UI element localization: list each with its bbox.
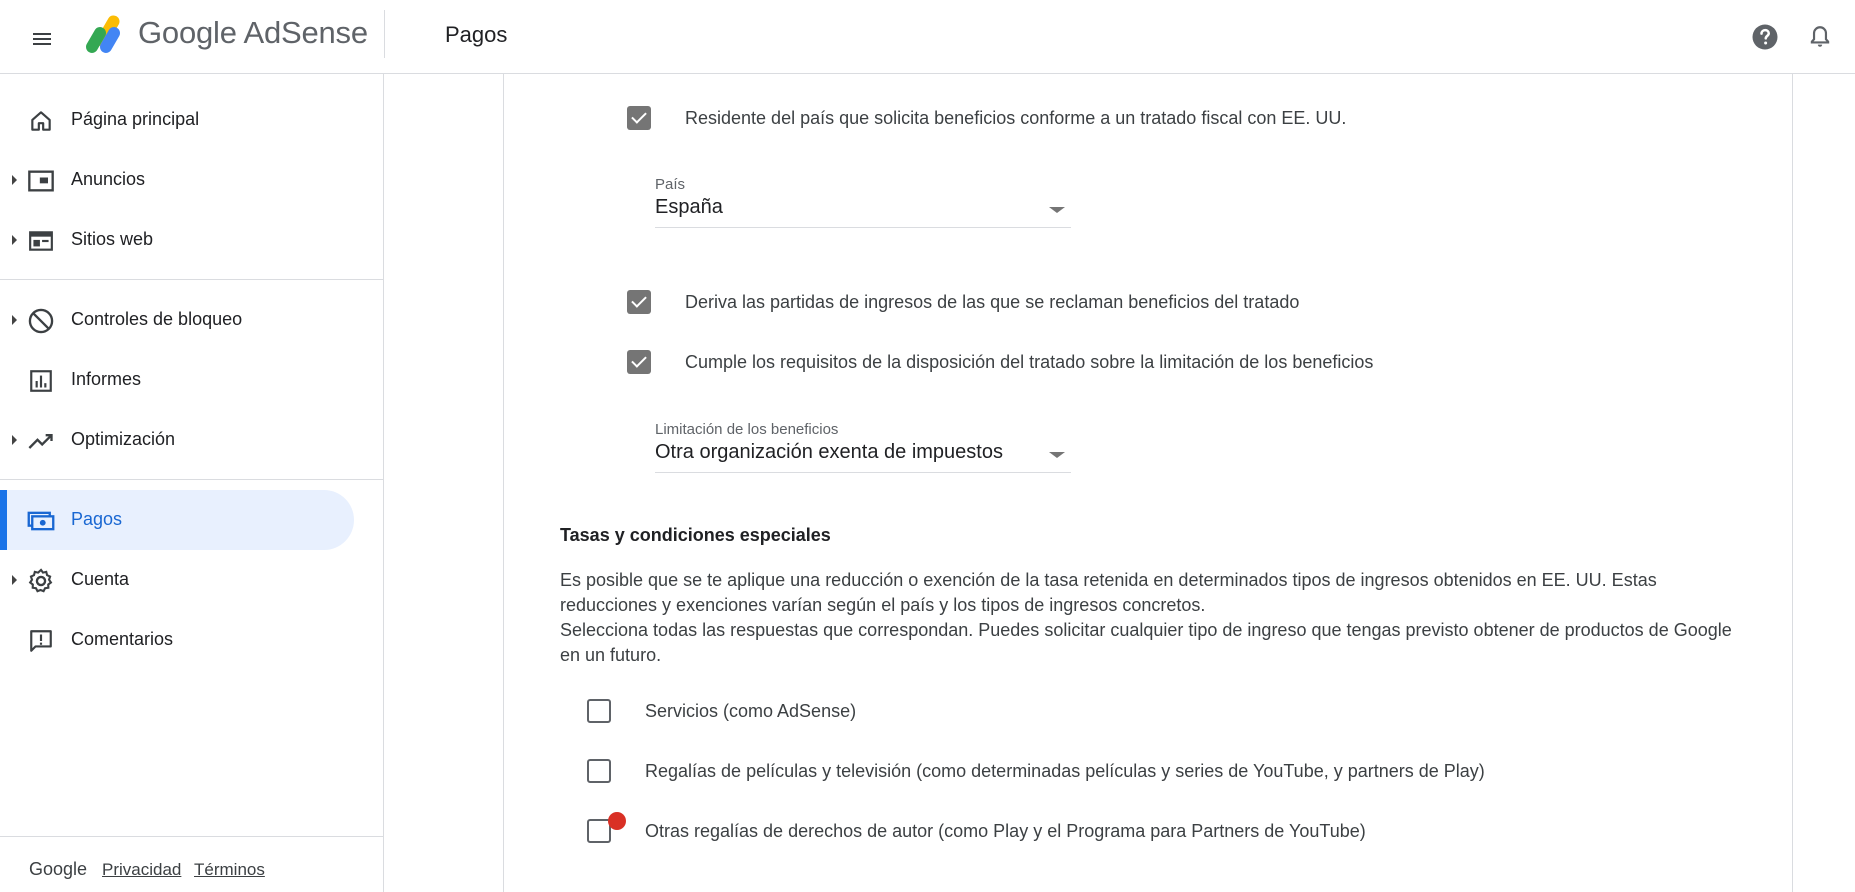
income-copyright-label: Otras regalías de derechos de autor (como Play y el Programa para Partners de YouTube) bbox=[645, 821, 1366, 841]
income-services-checkbox[interactable] bbox=[587, 699, 611, 723]
sidebar-item-label: Sitios web bbox=[71, 229, 154, 249]
terms-link[interactable]: Términos bbox=[194, 860, 265, 879]
sidebar-item-account[interactable] bbox=[0, 550, 354, 610]
hamburger-menu-icon bbox=[30, 27, 54, 51]
ads-icon bbox=[27, 167, 55, 195]
expand-arrow-icon bbox=[12, 435, 17, 445]
income-services-label: Servicios (como AdSense) bbox=[645, 701, 857, 721]
dropdown-arrow-icon bbox=[1049, 452, 1065, 458]
sidebar-item-label: Anuncios bbox=[71, 169, 146, 189]
sidebar-footer bbox=[0, 836, 384, 892]
reports-icon bbox=[27, 367, 55, 395]
treaty-resident-label: Residente del país que solicita beneficios conforme a un tratado fiscal con EE. UU. bbox=[685, 108, 1347, 128]
brand-name[interactable] bbox=[138, 15, 368, 51]
sidebar-item-reports[interactable] bbox=[0, 350, 354, 410]
sidebar-item-payments[interactable] bbox=[0, 490, 354, 550]
sidebar-item-feedback[interactable] bbox=[0, 610, 354, 670]
main-content bbox=[385, 74, 1855, 892]
sidebar-item-home[interactable] bbox=[0, 90, 354, 150]
sidebar-item-label: Informes bbox=[71, 369, 142, 389]
country-select-label: País bbox=[655, 176, 686, 193]
block-icon bbox=[27, 307, 55, 335]
adsense-logo-icon bbox=[80, 12, 126, 58]
country-select[interactable] bbox=[655, 176, 1071, 228]
limitation-select[interactable] bbox=[655, 421, 1071, 473]
sidebar-nav bbox=[0, 74, 384, 892]
brand-google-text: Google bbox=[138, 15, 237, 50]
home-icon bbox=[27, 107, 55, 135]
privacy-link[interactable]: Privacidad bbox=[102, 860, 182, 879]
feedback-icon bbox=[27, 627, 55, 655]
trending-icon bbox=[27, 427, 55, 455]
gear-icon bbox=[27, 567, 55, 595]
nav-divider bbox=[0, 279, 384, 280]
sidebar-item-label: Cuenta bbox=[71, 569, 130, 589]
tax-form-panel bbox=[503, 74, 1793, 892]
header-divider bbox=[384, 10, 385, 58]
limitation-select-label: Limitación de los beneficios bbox=[655, 421, 839, 438]
special-rates-title: Tasas y condiciones especiales bbox=[560, 525, 831, 545]
income-film-tv-checkbox[interactable] bbox=[587, 759, 611, 783]
expand-arrow-icon bbox=[12, 315, 17, 325]
expand-arrow-icon bbox=[12, 235, 17, 245]
notifications-button[interactable] bbox=[1800, 17, 1840, 57]
derives-income-label: Deriva las partidas de ingresos de las que se reclaman beneficios del tratado bbox=[685, 292, 1300, 312]
page-title: Pagos bbox=[445, 22, 508, 47]
special-rates-description: Es posible que se te aplique una reducción o exención de la tasa retenida en determinados tipos de ingresos obtenidos en EE. UU. Estas reducciones y exenciones varían según el país y los tipos de ingresos concretos. bbox=[560, 570, 1657, 615]
sidebar-item-ads[interactable] bbox=[0, 150, 354, 210]
sidebar-item-label: Comentarios bbox=[71, 629, 174, 649]
country-select-value: España bbox=[655, 196, 723, 218]
sidebar-item-blocking-controls[interactable] bbox=[0, 290, 354, 350]
expand-arrow-icon bbox=[12, 175, 17, 185]
payments-icon bbox=[27, 507, 55, 535]
expand-arrow-icon bbox=[12, 575, 17, 585]
meets-requirements-checkbox[interactable] bbox=[627, 350, 651, 374]
brand-product-text: AdSense bbox=[243, 15, 368, 50]
nav-divider bbox=[0, 479, 384, 480]
sidebar-item-label: Página principal bbox=[71, 109, 200, 129]
sites-icon bbox=[27, 227, 55, 255]
footer-google-text: Google bbox=[29, 859, 88, 879]
dropdown-arrow-icon bbox=[1049, 207, 1065, 213]
main-menu-button[interactable] bbox=[22, 19, 62, 59]
help-button[interactable] bbox=[1745, 17, 1785, 57]
error-icon bbox=[608, 812, 626, 830]
meets-requirements-label: Cumple los requisitos de la disposición del tratado sobre la limitación de los beneficios bbox=[685, 352, 1374, 372]
sidebar-item-label: Controles de bloqueo bbox=[71, 309, 243, 329]
sidebar-item-sites[interactable] bbox=[0, 210, 354, 270]
derives-income-checkbox[interactable] bbox=[627, 290, 651, 314]
treaty-resident-checkbox[interactable] bbox=[627, 106, 651, 130]
help-icon bbox=[1750, 22, 1780, 52]
bell-icon bbox=[1807, 24, 1833, 50]
top-app-bar bbox=[0, 0, 1855, 74]
sidebar-item-label: Optimización bbox=[71, 429, 176, 449]
special-rates-instruction: Selecciona todas las respuestas que correspondan. Puedes solicitar cualquier tipo de ingreso que tengas previsto obtener de productos de Google en un futuro. bbox=[560, 620, 1732, 665]
sidebar-item-label: Pagos bbox=[71, 509, 123, 529]
income-film-tv-label: Regalías de películas y televisión (como determinadas películas y series de YouTube, y partners de Play) bbox=[645, 761, 1485, 781]
sidebar-item-optimization[interactable] bbox=[0, 410, 354, 470]
limitation-select-value: Otra organización exenta de impuestos bbox=[655, 441, 1003, 463]
